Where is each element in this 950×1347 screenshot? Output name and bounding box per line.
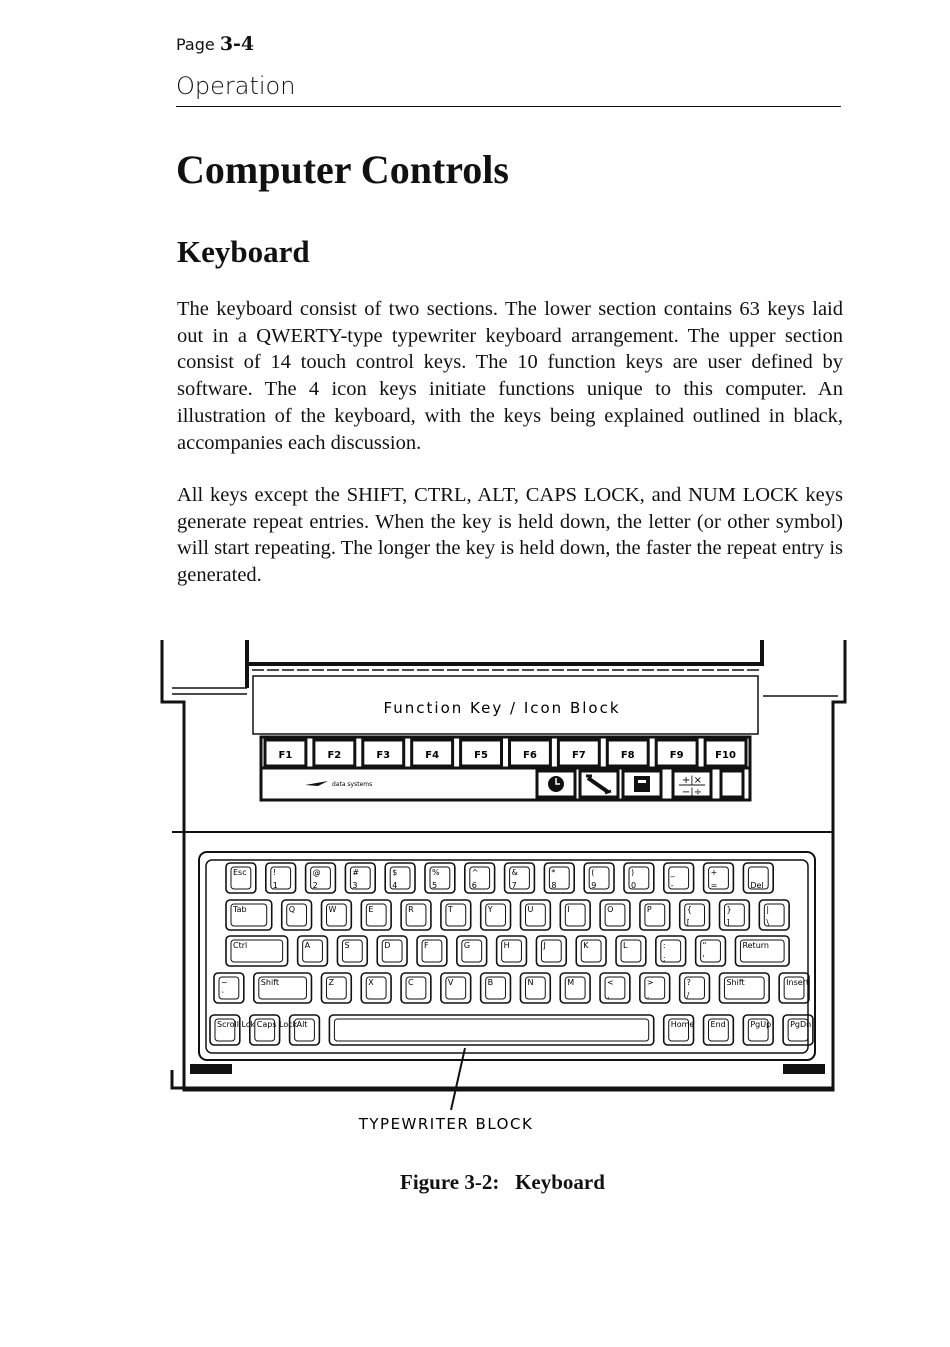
function-key-f1 [265, 740, 306, 766]
key-blank [624, 863, 654, 893]
key-label-top: N [527, 978, 534, 987]
key-end [704, 1015, 734, 1045]
key-label-top: O [607, 905, 614, 914]
key-blank [696, 936, 726, 966]
key-caps-lock [250, 1015, 298, 1045]
key-label-top: L [623, 941, 628, 950]
key-label-bottom: Del [750, 881, 764, 890]
key-blank [425, 863, 455, 893]
caption-text: Keyboard [515, 1170, 605, 1194]
key-o [600, 900, 630, 930]
key-blank [214, 973, 244, 1003]
brand-text: data systems [332, 781, 373, 788]
key-label-top: @ [312, 868, 321, 877]
function-key-f3 [363, 740, 404, 766]
key-blank [704, 863, 734, 893]
key-row [210, 1015, 813, 1045]
key-label-top: PgDn [790, 1020, 812, 1029]
key-scroll-lck [210, 1015, 255, 1045]
function-key-f5 [461, 740, 502, 766]
key-blank [640, 973, 670, 1003]
key-label-top: J [543, 941, 546, 950]
key-label-bottom: 5 [432, 881, 438, 890]
math-icon-glyph: +|× [681, 775, 703, 786]
key-blank [465, 863, 495, 893]
function-key-label: F1 [278, 750, 293, 761]
key-blank [385, 863, 415, 893]
key-label-top: ? [686, 978, 691, 987]
key-label-bottom: 8 [551, 881, 557, 890]
key-p [640, 900, 670, 930]
key-ctrl [226, 936, 288, 966]
key-label-top: PgUp [750, 1020, 772, 1029]
key-label-bottom: 7 [511, 881, 517, 890]
key-label-bottom: ] [726, 918, 730, 927]
key-label-bottom: 6 [471, 881, 477, 890]
key-label-top: $ [392, 868, 398, 877]
key-label-top: F [424, 941, 429, 950]
key-label-top: Q [288, 905, 296, 914]
key-return [735, 936, 789, 966]
function-key-f9 [656, 740, 697, 766]
key-label-top: X [368, 978, 374, 987]
key-label-top: Scroll Lck [217, 1020, 255, 1029]
key-blank [759, 900, 789, 930]
key-g [457, 936, 487, 966]
typewriter-block-label: TYPEWRITER BLOCK [358, 1115, 534, 1133]
key-label-top: ^ [471, 868, 479, 877]
key-label-bottom: , [607, 991, 610, 1000]
key-label-top: M [567, 978, 575, 987]
section-title: Operation [176, 72, 296, 100]
key-blank [306, 863, 336, 893]
key-label-top: Shift [726, 978, 745, 987]
key-blank [345, 863, 375, 893]
function-key-label: F2 [327, 750, 342, 761]
key-label-bottom: 4 [392, 881, 398, 890]
key-h [497, 936, 527, 966]
key-label-top: Z [328, 978, 334, 987]
key-label-top: I [567, 905, 570, 914]
key-label-top: _ [670, 868, 675, 877]
caption-label: Figure 3-2: [400, 1170, 500, 1194]
key-label-top: ! [272, 868, 277, 877]
key-label-top: : [662, 941, 666, 950]
key-label-top: * [551, 868, 556, 877]
key-label-top: K [583, 941, 589, 950]
page-number [176, 33, 254, 55]
key-blank [505, 863, 535, 893]
keyboard-illustration [150, 630, 850, 1145]
key-i [560, 900, 590, 930]
key-label-bottom: / [686, 991, 690, 1000]
key-l [616, 936, 646, 966]
function-key-label: F10 [715, 750, 736, 761]
key-shift [254, 973, 312, 1003]
key-label-bottom: ' [702, 954, 705, 963]
key-del [743, 863, 773, 893]
key-tab [226, 900, 272, 930]
key-label-top: A [304, 941, 311, 950]
key-pgup [743, 1015, 773, 1045]
key-blank [600, 973, 630, 1003]
key-label-bottom: 3 [352, 881, 358, 890]
key-z [321, 973, 351, 1003]
key-label-top: < [607, 978, 614, 987]
key-label-top: P [646, 905, 652, 914]
function-key-label: F6 [523, 750, 537, 761]
key-c [401, 973, 431, 1003]
function-key-f8 [607, 740, 648, 766]
key-label-top: # [352, 868, 360, 877]
key-row [226, 936, 789, 966]
key-label-top: ( [591, 868, 595, 877]
function-key-f2 [314, 740, 355, 766]
calculator-icon [623, 771, 661, 797]
key-k [576, 936, 606, 966]
key-label-top: & [511, 868, 518, 877]
key-label-top: Caps Lock [256, 1020, 298, 1029]
key-blank [266, 863, 296, 893]
key-label-top: " [702, 941, 707, 950]
key-label-bottom: 0 [631, 881, 637, 890]
key-shift [719, 973, 769, 1003]
key-x [361, 973, 391, 1003]
key-m [560, 973, 590, 1003]
key-label-bottom: - [670, 881, 674, 890]
key-blank [656, 936, 686, 966]
key-blank [680, 900, 710, 930]
key-label-bottom: 2 [312, 881, 318, 890]
key-label-top: Shift [260, 978, 279, 987]
key-label-top: ) [631, 868, 635, 877]
math-icon-glyph: −|÷ [681, 787, 703, 798]
key-label-top: Alt [296, 1020, 308, 1029]
key-t [441, 900, 471, 930]
page-title: Computer Controls [176, 147, 509, 192]
phone-icon [580, 771, 618, 797]
function-key-label: F5 [474, 750, 488, 761]
paragraph: All keys except the SHIFT, CTRL, ALT, CAPS LOCK, and NUM LOCK keys generate repeat entries. When the key is held down, the letter (or other symbol) will start repeating. The longer the key is held down, the faster the repeat entry is generated. [177, 484, 843, 587]
subsection-title: Keyboard [177, 234, 310, 269]
key-d [377, 936, 407, 966]
key-esc [226, 863, 256, 893]
key-label-top: Ctrl [233, 941, 248, 950]
header-rule [176, 106, 841, 107]
key-label-top: R [408, 905, 414, 914]
key-label-bottom: 1 [272, 881, 278, 890]
key-label-top: % [432, 868, 440, 877]
key-y [481, 900, 511, 930]
key-r [401, 900, 431, 930]
function-block-label: Function Key / Icon Block [383, 699, 621, 717]
key-label-top: S [344, 941, 350, 950]
function-key-f10 [705, 740, 746, 766]
function-key-label: F8 [620, 750, 635, 761]
key-label-top: Return [742, 941, 769, 950]
key-e [361, 900, 391, 930]
key-label-top: D [384, 941, 391, 950]
key-label-top: W [328, 905, 337, 914]
key-label-top: | [766, 905, 770, 914]
data-systems-logo [305, 781, 372, 788]
key-label-bottom: ; [662, 954, 666, 963]
key-s [337, 936, 367, 966]
key-row [214, 973, 809, 1003]
key-label-top: G [463, 941, 471, 950]
key-label-bottom: 9 [591, 881, 597, 890]
key-label-top: End [710, 1020, 726, 1029]
key-b [481, 973, 511, 1003]
key-q [282, 900, 312, 930]
key-label-top: Home [670, 1020, 695, 1029]
key-space [329, 1015, 653, 1045]
key-label-top: ~ [221, 978, 228, 987]
key-label-top: Tab [233, 905, 247, 914]
function-key-f6 [510, 740, 551, 766]
key-label-top: Esc [233, 868, 247, 877]
key-w [322, 900, 352, 930]
key-label-bottom: \ [766, 918, 770, 927]
key-insert [779, 973, 809, 1003]
key-label-bottom: . [646, 991, 650, 1000]
key-blank [664, 863, 694, 893]
function-key-f7 [558, 740, 599, 766]
key-label-top: { [686, 905, 692, 914]
function-key-label: F4 [425, 750, 440, 761]
key-blank [680, 973, 710, 1003]
key-row [226, 900, 789, 930]
figure-caption [400, 1170, 605, 1195]
page-number-value: 3-4 [219, 33, 255, 55]
key-label-top: > [646, 978, 654, 987]
paragraph: The keyboard consist of two sections. The lower section contains 63 keys laid out in a QWERTY-type typewriter keyboard arrangement. The upper section consist of 14 touch control keys. The 10 function keys are user defined by software. The 4 icon keys initiate functions unique to this computer. An illustration of the keyboard, with the keys being explained outlined in black, accompanies each discussion. [177, 298, 843, 454]
key-label-bottom: = [710, 881, 718, 890]
key-label-top: Insert [786, 978, 810, 987]
key-label-top: T [447, 905, 453, 914]
key-label-top: B [487, 978, 494, 987]
key-label-bottom: ` [221, 991, 225, 1000]
key-v [441, 973, 471, 1003]
key-row [226, 863, 773, 893]
function-key-label: F9 [669, 750, 684, 761]
math-icon [673, 771, 711, 798]
key-f [417, 936, 447, 966]
key-label-top: U [527, 905, 534, 914]
key-label-top: } [726, 905, 732, 914]
key-blank [544, 863, 574, 893]
key-label-top: V [447, 978, 454, 987]
function-key-f4 [412, 740, 453, 766]
key-a [298, 936, 328, 966]
key-label-top: Y [487, 905, 493, 914]
key-label-top: C [408, 978, 414, 987]
clock-icon [537, 771, 575, 797]
key-home [664, 1015, 695, 1045]
key-label-bottom: [ [686, 918, 690, 927]
key-u [521, 900, 551, 930]
key-label-top: E [368, 905, 374, 914]
key-blank [584, 863, 614, 893]
key-label-top: H [503, 941, 510, 950]
page-label: Page [176, 35, 215, 54]
function-key-label: F3 [376, 750, 391, 761]
key-j [536, 936, 566, 966]
key-blank [720, 900, 750, 930]
key-n [520, 973, 550, 1003]
key-label-top: + [710, 868, 718, 877]
function-key-label: F7 [571, 750, 586, 761]
